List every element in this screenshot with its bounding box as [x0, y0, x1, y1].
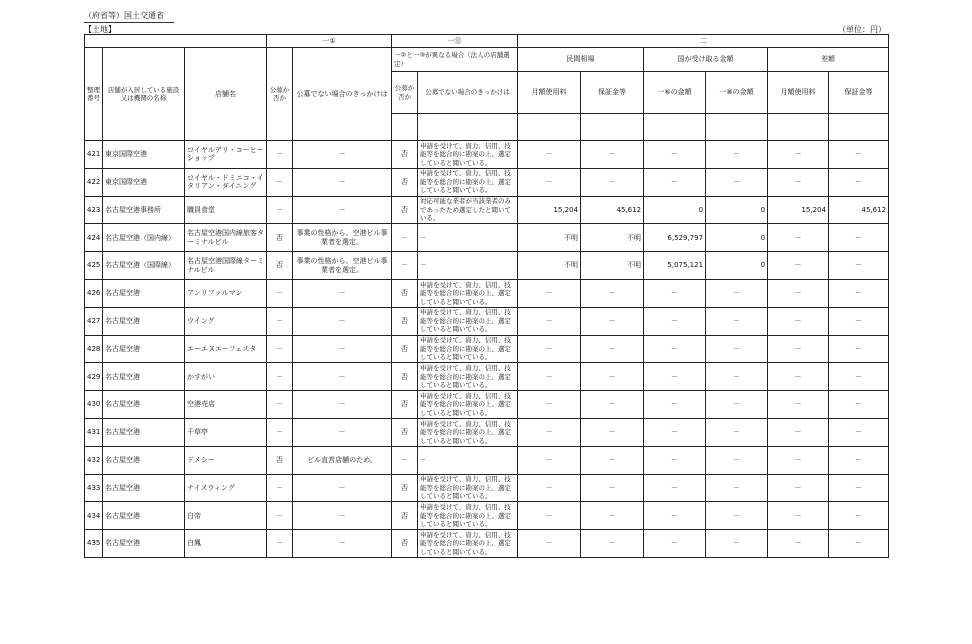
table-row — [85, 502, 889, 530]
cell-reason2: 申請を受けて、資力、信用、技能等を総合的に勘案の上、選定していると聞いている。 — [418, 335, 518, 363]
cell-no: 428 — [85, 335, 103, 363]
cell-reason1: － — [293, 335, 392, 363]
header-amt6: 一⑥の金額 — [644, 72, 706, 114]
cell-deposit: － — [581, 502, 644, 530]
header-reason2: 公募でない場合のきっかけは — [418, 72, 518, 114]
cell-facility: 名古屋空港（国内線） — [103, 224, 185, 252]
cell-open1: － — [267, 168, 293, 196]
cell-amt8: － — [706, 474, 768, 502]
cell-diff-deposit: － — [829, 335, 889, 363]
cell-reason2: － — [418, 252, 518, 280]
header-blank — [829, 114, 889, 141]
unit-label: （単位：円） — [838, 25, 886, 34]
cell-reason1: － — [293, 363, 392, 391]
cell-reason1: 事業の性格から、空港ビル事業者を選定。 — [293, 252, 392, 280]
header-no: 整理番号 — [85, 48, 103, 141]
cell-deposit: － — [581, 418, 644, 446]
cell-reason2: － — [418, 446, 518, 474]
cell-rent: － — [518, 474, 581, 502]
cell-rent: － — [518, 391, 581, 419]
cell-open2: 否 — [392, 391, 418, 419]
cell-diff-deposit: － — [829, 446, 889, 474]
cell-diff-deposit: － — [829, 474, 889, 502]
cell-amt6: － — [644, 446, 706, 474]
cell-open2: － — [392, 446, 418, 474]
cell-amt6: － — [644, 307, 706, 335]
table-row — [85, 141, 889, 169]
cell-deposit: － — [581, 446, 644, 474]
cell-open1: 否 — [267, 446, 293, 474]
cell-facility: 名古屋空港 — [103, 502, 185, 530]
header-blank — [581, 114, 644, 141]
cell-diff-rent: － — [768, 363, 829, 391]
cell-amt6: － — [644, 474, 706, 502]
cell-rent: － — [518, 530, 581, 558]
cell-amt8: － — [706, 363, 768, 391]
cell-facility: 東京国際空港 — [103, 141, 185, 169]
cell-reason1: － — [293, 391, 392, 419]
header-blank — [518, 114, 581, 141]
header-facility: 店舗が入居している施設又は機関の名称 — [103, 48, 185, 141]
table-row — [85, 446, 889, 474]
cell-amt8: 0 — [706, 224, 768, 252]
table-row — [85, 335, 889, 363]
cell-amt8: － — [706, 141, 768, 169]
cell-amt6: － — [644, 363, 706, 391]
cell-reason2: 申請を受けて、資力、信用、技能等を総合的に勘案の上、選定していると聞いている。 — [418, 502, 518, 530]
header-empty — [85, 35, 267, 48]
table-row — [85, 279, 889, 307]
cell-diff-rent: － — [768, 307, 829, 335]
cell-diff-rent: 15,204 — [768, 196, 829, 224]
cell-facility: 名古屋空港事務所 — [103, 196, 185, 224]
cell-amt6: － — [644, 335, 706, 363]
header-deposit: 保証金等 — [581, 72, 644, 114]
cell-open2: 否 — [392, 279, 418, 307]
cell-reason2: 申請を受けて、資力、信用、技能等を総合的に勘案の上、選定していると聞いている。 — [418, 168, 518, 196]
cell-deposit: 不明 — [581, 252, 644, 280]
cell-reason2: 申請を受けて、資力、信用、技能等を総合的に勘案の上、選定していると聞いている。 — [418, 391, 518, 419]
category-label: 【土地】 — [84, 25, 116, 34]
header-amt8: 一⑧の金額 — [706, 72, 768, 114]
cell-facility: 名古屋空港 — [103, 530, 185, 558]
cell-reason1: － — [293, 502, 392, 530]
cell-diff-rent: － — [768, 335, 829, 363]
cell-reason1: ビル直営店舗のため。 — [293, 446, 392, 474]
ministry-label: （府省等）国土交通省 — [84, 10, 174, 23]
cell-diff-rent: － — [768, 279, 829, 307]
cell-amt8: － — [706, 502, 768, 530]
cell-reason1: － — [293, 418, 392, 446]
cell-deposit: － — [581, 168, 644, 196]
cell-deposit: － — [581, 391, 644, 419]
cell-rent: － — [518, 141, 581, 169]
cell-rent: － — [518, 168, 581, 196]
cell-deposit: 不明 — [581, 224, 644, 252]
cell-diff-deposit: － — [829, 252, 889, 280]
cell-diff-deposit: － — [829, 391, 889, 419]
cell-facility: 名古屋空港 — [103, 363, 185, 391]
cell-facility: 東京国際空港 — [103, 168, 185, 196]
cell-store: 名古屋空港国内線旅客ターミナルビル — [185, 224, 267, 252]
cell-store: ロイヤルデリ・コーヒーショップ — [185, 141, 267, 169]
cell-store: 白鳳 — [185, 530, 267, 558]
cell-reason2: 対応可能な業者が当該業者のみであったため選定したと聞いている。 — [418, 196, 518, 224]
cell-facility: 名古屋空港 — [103, 307, 185, 335]
cell-store: ナイスウィング — [185, 474, 267, 502]
cell-open2: 否 — [392, 530, 418, 558]
cell-rent: 不明 — [518, 252, 581, 280]
cell-open1: － — [267, 307, 293, 335]
cell-store: 職員食堂 — [185, 196, 267, 224]
table-row — [85, 474, 889, 502]
cell-store: 白帝 — [185, 502, 267, 530]
cell-diff-deposit: － — [829, 279, 889, 307]
cell-amt8: － — [706, 418, 768, 446]
cell-rent: － — [518, 363, 581, 391]
cell-reason1: － — [293, 196, 392, 224]
cell-no: 425 — [85, 252, 103, 280]
cell-deposit: － — [581, 474, 644, 502]
table-body — [85, 141, 889, 558]
cell-rent: － — [518, 446, 581, 474]
cell-diff-rent: － — [768, 530, 829, 558]
cell-reason1: － — [293, 307, 392, 335]
header-open2: 公募か否か — [392, 72, 418, 114]
cell-rent: 15,204 — [518, 196, 581, 224]
cell-deposit: － — [581, 141, 644, 169]
cell-amt8: － — [706, 446, 768, 474]
cell-open1: － — [267, 335, 293, 363]
header-diff-deposit: 保証金等 — [829, 72, 889, 114]
table-row — [85, 391, 889, 419]
cell-reason1: － — [293, 168, 392, 196]
table-row — [85, 418, 889, 446]
cell-store: かすがい — [185, 363, 267, 391]
header-blank — [418, 114, 518, 141]
cell-amt8: － — [706, 391, 768, 419]
cell-diff-deposit: － — [829, 307, 889, 335]
cell-no: 434 — [85, 502, 103, 530]
cell-diff-rent: － — [768, 474, 829, 502]
cell-diff-rent: － — [768, 252, 829, 280]
cell-store: ロイヤル・ドミニコ・イタリアン・ダイニング — [185, 168, 267, 196]
table-row — [85, 168, 889, 196]
cell-open1: － — [267, 141, 293, 169]
cell-open1: － — [267, 530, 293, 558]
cell-amt6: － — [644, 279, 706, 307]
cell-open2: 否 — [392, 418, 418, 446]
cell-diff-deposit: － — [829, 168, 889, 196]
cell-reason2: 申請を受けて、資力、信用、技能等を総合的に勘案の上、選定していると聞いている。 — [418, 363, 518, 391]
cell-rent: － — [518, 279, 581, 307]
cell-reason2: 申請を受けて、資力、信用、技能等を総合的に勘案の上、選定していると聞いている。 — [418, 418, 518, 446]
cell-rent: － — [518, 418, 581, 446]
cell-amt6: － — [644, 168, 706, 196]
cell-facility: 名古屋空港 — [103, 474, 185, 502]
table-row — [85, 363, 889, 391]
cell-facility: 名古屋空港 — [103, 335, 185, 363]
cell-open1: － — [267, 196, 293, 224]
cell-open2: － — [392, 252, 418, 280]
cell-diff-deposit: － — [829, 363, 889, 391]
cell-open1: － — [267, 502, 293, 530]
cell-diff-deposit: 45,612 — [829, 196, 889, 224]
cell-facility: 名古屋空港 — [103, 391, 185, 419]
cell-amt6: － — [644, 502, 706, 530]
cell-amt8: － — [706, 168, 768, 196]
header-group-1: 一① — [267, 35, 392, 48]
cell-diff-deposit: － — [829, 502, 889, 530]
cell-open2: 否 — [392, 307, 418, 335]
header-group-2: 二 — [518, 35, 889, 48]
cell-open1: － — [267, 418, 293, 446]
table-row — [85, 307, 889, 335]
cell-diff-rent: － — [768, 502, 829, 530]
cell-amt8: － — [706, 279, 768, 307]
cell-facility: 名古屋空港 — [103, 418, 185, 446]
cell-reason1: － — [293, 474, 392, 502]
cell-diff-rent: － — [768, 391, 829, 419]
header-received: 国が受け取る金額 — [644, 48, 768, 72]
cell-diff-rent: － — [768, 168, 829, 196]
header-market: 民間相場 — [518, 48, 644, 72]
cell-open2: － — [392, 224, 418, 252]
table-row — [85, 196, 889, 224]
cell-amt6: － — [644, 391, 706, 419]
cell-store: エーエヌエーフェスタ — [185, 335, 267, 363]
cell-facility: 名古屋空港（国際線） — [103, 252, 185, 280]
cell-open1: － — [267, 391, 293, 419]
cell-deposit: 45,612 — [581, 196, 644, 224]
cell-diff-rent: － — [768, 446, 829, 474]
cell-amt8: － — [706, 530, 768, 558]
cell-open2: 否 — [392, 141, 418, 169]
cell-amt6: 6,529,797 — [644, 224, 706, 252]
cell-no: 433 — [85, 474, 103, 502]
header-rent: 月額使用料 — [518, 72, 581, 114]
cell-amt8: － — [706, 335, 768, 363]
cell-rent: － — [518, 335, 581, 363]
cell-amt6: 5,075,121 — [644, 252, 706, 280]
table-row — [85, 530, 889, 558]
cell-facility: 名古屋空港 — [103, 446, 185, 474]
cell-open2: 否 — [392, 168, 418, 196]
header-blank — [768, 114, 829, 141]
cell-open2: 否 — [392, 196, 418, 224]
cell-open1: 否 — [267, 224, 293, 252]
data-table — [84, 34, 889, 558]
header-group-11: 一⑪ — [392, 35, 518, 48]
header-blank — [644, 114, 706, 141]
cell-deposit: － — [581, 335, 644, 363]
table-row — [85, 252, 889, 280]
cell-reason2: － — [418, 224, 518, 252]
cell-reason1: － — [293, 141, 392, 169]
cell-open2: 否 — [392, 502, 418, 530]
cell-diff-deposit: － — [829, 530, 889, 558]
cell-open1: － — [267, 474, 293, 502]
cell-deposit: － — [581, 363, 644, 391]
cell-reason2: 申請を受けて、資力、信用、技能等を総合的に勘案の上、選定していると聞いている。 — [418, 474, 518, 502]
cell-amt6: － — [644, 418, 706, 446]
cell-no: 432 — [85, 446, 103, 474]
cell-store: 名古屋空港国際線ターミナルビル — [185, 252, 267, 280]
cell-store: 千草亭 — [185, 418, 267, 446]
cell-amt6: － — [644, 530, 706, 558]
cell-no: 430 — [85, 391, 103, 419]
cell-open1: － — [267, 279, 293, 307]
header-open1: 公募か否か — [267, 48, 293, 141]
header-diff-rent: 月額使用料 — [768, 72, 829, 114]
cell-open1: 否 — [267, 252, 293, 280]
cell-rent: － — [518, 307, 581, 335]
cell-no: 424 — [85, 224, 103, 252]
header-blank — [706, 114, 768, 141]
cell-open2: 否 — [392, 474, 418, 502]
header-g2-sub: 一②と一③が異なる場合（法人の店舗選定） — [392, 48, 518, 72]
table-row — [85, 224, 889, 252]
cell-reason1: － — [293, 279, 392, 307]
cell-no: 421 — [85, 141, 103, 169]
cell-amt8: － — [706, 307, 768, 335]
cell-amt6: 0 — [644, 196, 706, 224]
cell-rent: 不明 — [518, 224, 581, 252]
cell-reason2: 申請を受けて、資力、信用、技能等を総合的に勘案の上、選定していると聞いている。 — [418, 279, 518, 307]
cell-diff-deposit: － — [829, 418, 889, 446]
cell-no: 422 — [85, 168, 103, 196]
cell-deposit: － — [581, 530, 644, 558]
cell-reason2: 申請を受けて、資力、信用、技能等を総合的に勘案の上、選定していると聞いている。 — [418, 141, 518, 169]
cell-no: 426 — [85, 279, 103, 307]
cell-deposit: － — [581, 307, 644, 335]
header-reason1: 公募でない場合のきっかけは — [293, 48, 392, 141]
cell-facility: 名古屋空港 — [103, 279, 185, 307]
cell-no: 431 — [85, 418, 103, 446]
cell-reason1: － — [293, 530, 392, 558]
cell-no: 435 — [85, 530, 103, 558]
header-blank — [392, 114, 418, 141]
cell-diff-rent: － — [768, 418, 829, 446]
cell-deposit: － — [581, 279, 644, 307]
cell-reason1: 事業の性格から、空港ビル事業者を選定。 — [293, 224, 392, 252]
cell-open1: － — [267, 363, 293, 391]
header-store: 店舗名 — [185, 48, 267, 141]
cell-rent: － — [518, 502, 581, 530]
cell-amt6: － — [644, 141, 706, 169]
cell-amt8: 0 — [706, 252, 768, 280]
cell-store: 空港売店 — [185, 391, 267, 419]
cell-store: ドメシー — [185, 446, 267, 474]
cell-open2: 否 — [392, 363, 418, 391]
cell-reason2: 申請を受けて、資力、信用、技能等を総合的に勘案の上、選定していると聞いている。 — [418, 530, 518, 558]
cell-store: アンリファルマン — [185, 279, 267, 307]
cell-diff-rent: － — [768, 224, 829, 252]
cell-diff-deposit: － — [829, 141, 889, 169]
cell-no: 423 — [85, 196, 103, 224]
cell-no: 427 — [85, 307, 103, 335]
cell-no: 429 — [85, 363, 103, 391]
cell-diff-deposit: － — [829, 224, 889, 252]
cell-open2: 否 — [392, 335, 418, 363]
header-difference: 差額 — [768, 48, 889, 72]
cell-diff-rent: － — [768, 141, 829, 169]
cell-amt8: 0 — [706, 196, 768, 224]
cell-store: ウイング — [185, 307, 267, 335]
cell-reason2: 申請を受けて、資力、信用、技能等を総合的に勘案の上、選定していると聞いている。 — [418, 307, 518, 335]
